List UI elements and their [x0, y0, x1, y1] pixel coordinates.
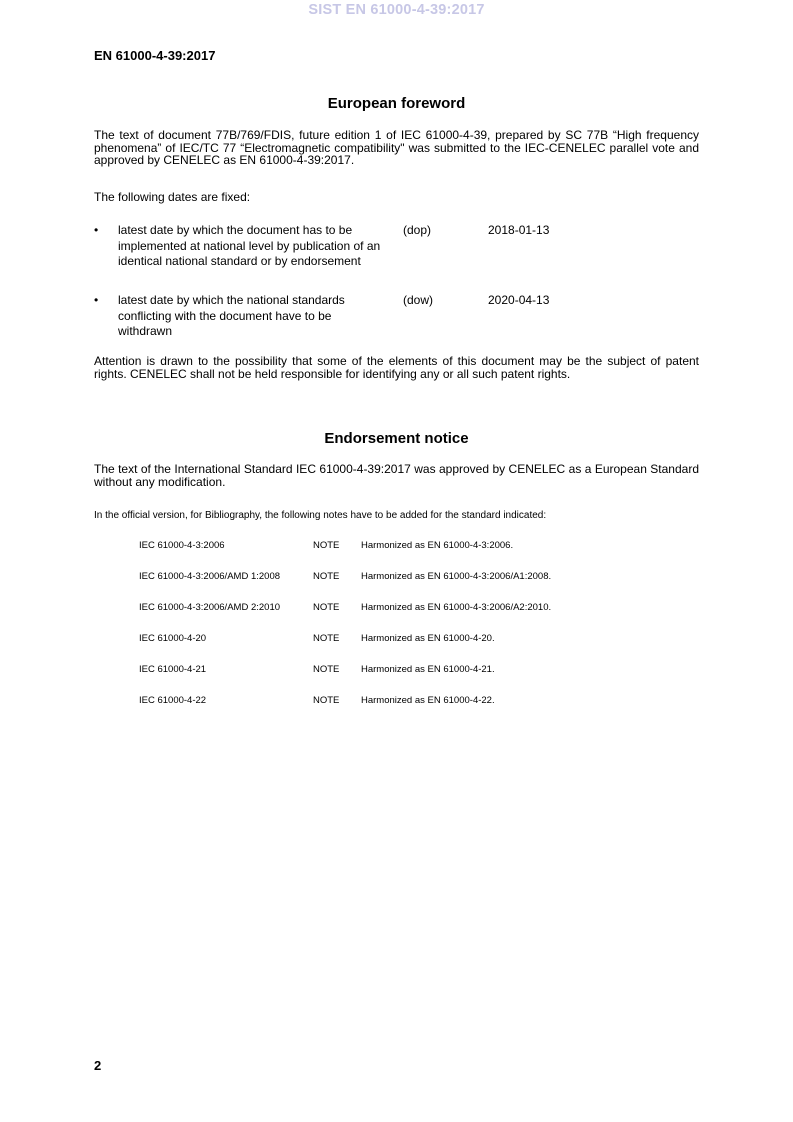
endorsement-title: Endorsement notice — [324, 430, 469, 447]
date-item-dop — [94, 223, 699, 285]
note-standard: IEC 61000-4-21 — [139, 664, 207, 675]
note-standard: IEC 61000-4-3:2006 — [139, 540, 225, 551]
page-number: 2 — [94, 1058, 102, 1073]
note-text: Harmonized as EN 61000-4-22. — [361, 695, 495, 706]
date-item-date: 2018-01-13 — [488, 223, 550, 237]
bibliography-note-row — [139, 540, 699, 554]
note-text: Harmonized as EN 61000-4-3:2006/A2:2010. — [361, 602, 552, 613]
dates-intro-paragraph: The following dates are fixed: — [94, 190, 251, 204]
foreword-title: European foreword — [327, 95, 466, 112]
note-label: NOTE — [313, 540, 340, 551]
note-label: NOTE — [313, 633, 340, 644]
bibliography-intro: In the official version, for Bibliography, the following notes have to be added for the standard indicated: — [94, 510, 547, 521]
note-label: NOTE — [313, 571, 340, 582]
note-standard: IEC 61000-4-20 — [139, 633, 207, 644]
date-item-dow — [94, 293, 699, 340]
bibliography-note-row — [139, 633, 699, 647]
bibliography-note-row — [139, 695, 699, 709]
foreword-intro-paragraph: The text of document 77B/769/FDIS, future edition 1 of IEC 61000-4-39, prepared by SC 77B “High frequency phenomena” of IEC/TC 77 “Electromagnetic compatibility" was submitted to the IEC-CENELEC parallel vote and approved by CENELEC as EN 61000-4-39:2017. — [94, 128, 699, 167]
note-label: NOTE — [313, 695, 340, 706]
note-standard: IEC 61000-4-22 — [139, 695, 207, 706]
bullet-icon: • — [94, 293, 99, 307]
note-standard: IEC 61000-4-3:2006/AMD 2:2010 — [139, 602, 281, 613]
bibliography-note-row — [139, 602, 699, 616]
note-label: NOTE — [313, 602, 340, 613]
watermark: SIST EN 61000-4-39:2017 — [308, 2, 485, 18]
patent-attention-paragraph: Attention is drawn to the possibility that some of the elements of this document may be the subject of patent rights. CENELEC shall not be held responsible for identifying any or all such patent rights. — [94, 354, 699, 381]
note-label: NOTE — [313, 664, 340, 675]
bibliography-note-row — [139, 664, 699, 678]
date-item-code: (dop) — [403, 223, 432, 237]
date-item-description: latest date by which the document has to be implemented at national level by publication of an identical national standard or by endorsement — [118, 223, 381, 268]
date-item-code: (dow) — [403, 293, 434, 307]
note-text: Harmonized as EN 61000-4-21. — [361, 664, 495, 675]
note-standard: IEC 61000-4-3:2006/AMD 1:2008 — [139, 571, 281, 582]
date-item-date: 2020-04-13 — [488, 293, 550, 307]
date-item-description: latest date by which the national standards conflicting with the document have to be withdrawn — [118, 293, 345, 338]
bullet-icon: • — [94, 223, 99, 237]
note-text: Harmonized as EN 61000-4-3:2006. — [361, 540, 514, 551]
document-id-header: EN 61000-4-39:2017 — [94, 48, 216, 63]
note-text: Harmonized as EN 61000-4-3:2006/A1:2008. — [361, 571, 552, 582]
bibliography-note-row — [139, 571, 699, 585]
endorsement-text-paragraph: The text of the International Standard IEC 61000-4-39:2017 was approved by CENELEC as a European Standard without any modification. — [94, 462, 699, 489]
note-text: Harmonized as EN 61000-4-20. — [361, 633, 495, 644]
